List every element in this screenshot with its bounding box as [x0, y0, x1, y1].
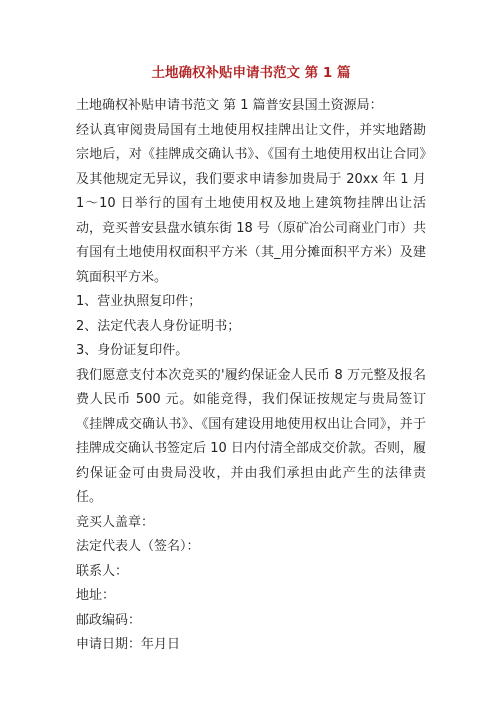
address-line: 地址：	[76, 588, 116, 603]
legal-representative-line: 法定代表人（签名）：	[76, 539, 200, 554]
attachment-item-3: 3、身份证复印件。	[76, 343, 189, 358]
attachment-item-1: 1、营业执照复印件；	[76, 294, 202, 309]
document-title: 土地确权补贴申请书范文 第 1 篇	[151, 65, 351, 81]
attachment-item-2: 2、法定代表人身份证明书；	[76, 318, 241, 334]
bidder-seal-line: 竞买人盖章：	[76, 514, 155, 530]
contact-person-line: 联系人：	[76, 563, 129, 579]
greeting-line: 土地确权补贴申请书范文 第 1 篇普安县国土资源局：	[76, 98, 383, 113]
postcode-line: 邮政编码：	[76, 612, 142, 628]
paragraph-request: 经认真审阅贵局国有土地使用权挂牌出让文件，并实地踏勘宗地后，对《挂牌成交确认书》、《国有土地使用权出让合同》及其他规定无异议，我们要求申请参加贵局于 20xx 年 1 月 1～10 日举行的国有土地使用权及地上建筑物挂牌出让活动，竞买普安县盘水镇东街 18 号（原矿冶公司商业门市）共有国有土地使用权面积平方米（其_用分摊面积平方米）及建筑面积平方米。	[76, 122, 426, 285]
paragraph-guarantee: 我们愿意支付本次竞买的'履约保证金人民币 8 万元整及报名费人民币 500 元。如能竞得，我们保证按规定与贵局签订《挂牌成交确认书》、《国有建设用地使用权出让合同》，并于挂牌成交确认书签定后 10 日内付清全部成交价款。否则，履约保证金可由贵局没收，并由我们承担由此产生的法律责任。	[76, 367, 426, 505]
application-date-line: 申请日期：年月日	[76, 637, 181, 652]
